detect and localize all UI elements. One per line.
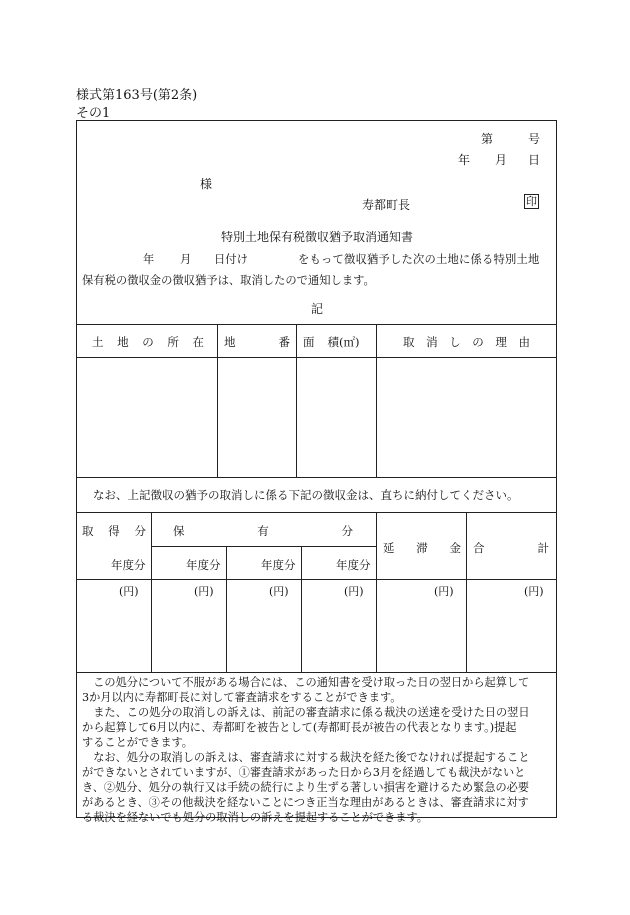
header-lot-number: 地 番 [224, 335, 290, 349]
header-delinquency: 延 滞 金 [383, 541, 461, 555]
note-line: があるとき、③その他裁決を経ないことにつき正当な理由があるときは、審査請求に対す [82, 796, 529, 809]
addressee-honorific: 様 [200, 177, 213, 191]
land-table-bottom-line [76, 477, 557, 478]
body-day: 日付け [214, 253, 248, 266]
land-cell-area [297, 358, 375, 476]
amount-table-bottom-line [76, 672, 557, 673]
header-location: 土 地 の 所 在 [92, 335, 204, 349]
unit-acquisition: (円) [119, 585, 139, 598]
body-month: 月 [180, 253, 192, 266]
unit-hold-2: (円) [269, 585, 289, 598]
amount-divider [376, 512, 377, 672]
note-line: 3か月以内に寿都町長に対して審査請求をすることができます。 [82, 691, 402, 704]
header-acquisition: 取 得 分 [82, 524, 146, 538]
land-cell-lot [218, 358, 295, 476]
number-label: 第 [481, 132, 494, 146]
unit-delinquency: (円) [434, 585, 454, 598]
issuer-name: 寿都町長 [362, 198, 411, 212]
acquisition-year-label: 年度分 [111, 558, 146, 572]
date-day: 日 [528, 153, 541, 167]
hold-year-1: 年度分 [186, 558, 221, 572]
header-holding: 保 有 分 [173, 524, 353, 538]
date-month: 月 [495, 153, 508, 167]
land-cell-location [77, 358, 216, 476]
note-line: き、②処分、処分の執行又は手続の続行により生ずる著しい損害を避けるため緊急の必要 [82, 781, 530, 794]
hold-subheader-line [151, 546, 376, 547]
note-line: することができます。 [82, 736, 193, 749]
number-suffix: 号 [528, 132, 541, 146]
land-cell-reason [377, 358, 556, 476]
note-line: る裁決を経ないでも処分の取消しの訴えを提起することができます。 [82, 811, 428, 824]
appeal-notes [82, 675, 552, 825]
payment-note: なお、上記徴収の猶予の取消しに係る下記の徴収金は、直ちに納付してください。 [93, 488, 519, 502]
land-table-top-line [76, 324, 557, 325]
amount-table-top-line [76, 512, 557, 513]
note-line: この処分について不服がある場合には、この通知書を受け取った日の翌日から起算して [82, 676, 530, 689]
header-reason: 取 消 し の 理 由 [403, 335, 530, 349]
amount-divider [226, 546, 227, 672]
note-line: ができないとされていますが、①審査請求があった日から3月を経過しても裁決がないと [82, 766, 526, 779]
amount-divider [301, 546, 302, 672]
amount-divider [151, 512, 152, 672]
note-line: から起算して6月以内に、寿都町を被告として(寿都町長が被告の代表となります。)提起 [82, 721, 517, 734]
hold-year-2: 年度分 [261, 558, 296, 572]
form-part: その1 [76, 106, 111, 121]
note-line: また、この処分の取消しの訴えは、前記の審査請求に係る裁決の送達を受けた日の翌日 [82, 706, 530, 719]
ki-marker: 記 [311, 302, 324, 316]
unit-total: (円) [524, 585, 544, 598]
header-area: 面 積(㎡) [303, 335, 360, 349]
hold-year-3: 年度分 [336, 558, 371, 572]
document-title: 特別土地保有税徴収猶予取消通知書 [221, 230, 414, 244]
amount-divider [466, 512, 467, 672]
date-year: 年 [458, 153, 471, 167]
note-line: なお、処分の取消しの訴えは、審査請求に対する裁決を経た後でなければ提起すること [82, 751, 530, 764]
amount-header-bottom-line [76, 579, 557, 580]
body-year: 年 [143, 253, 155, 266]
unit-hold-3: (円) [344, 585, 364, 598]
header-total: 合 計 [473, 541, 549, 555]
body-line2: 保有税の徴収金の徴収猶予は、取消したので通知します。 [82, 274, 375, 287]
form-number: 様式第163号(第2条) [76, 88, 198, 103]
unit-hold-1: (円) [194, 585, 214, 598]
body-line1-rest: をもって徴収猶予した次の土地に係る特別土地 [298, 253, 540, 266]
seal-stamp: 印 [526, 195, 537, 208]
